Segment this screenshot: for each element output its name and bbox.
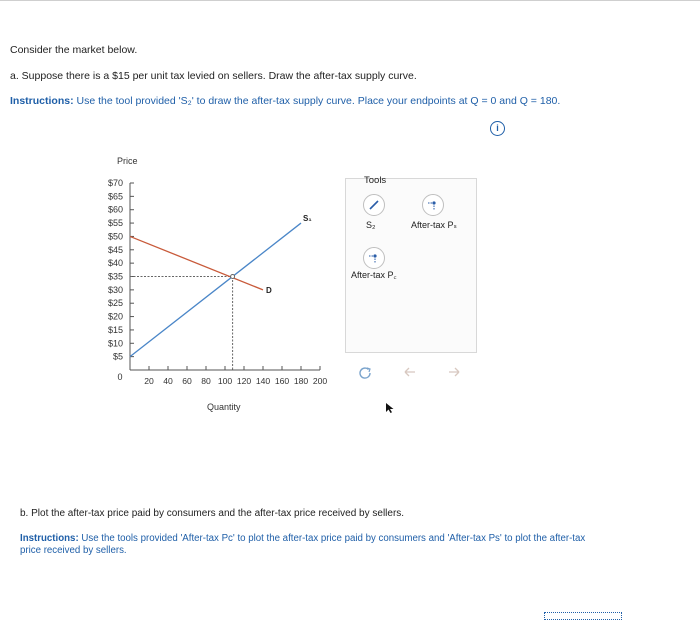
- x-tick-marks: [149, 366, 320, 370]
- x-tick-label: 140: [255, 376, 271, 386]
- redo-icon[interactable]: [446, 365, 462, 379]
- y-tick-label: $30: [107, 284, 123, 295]
- instructions-b-line1: Use the tools provided 'After-tax Pc' to plot the after-tax price paid by consumers and 'After-tax Ps' to plot the after-tax: [78, 533, 586, 544]
- y-tick-label: $55: [107, 218, 123, 229]
- equilibrium-point: [231, 275, 235, 279]
- x-tick-labels: [144, 376, 327, 386]
- y-tick-label: $70: [107, 178, 123, 188]
- instructions-a-label: Instructions:: [10, 95, 74, 107]
- reset-icon[interactable]: [357, 365, 373, 381]
- info-icon[interactable]: i: [490, 121, 505, 136]
- y-tick-label: $50: [107, 231, 123, 242]
- mouse-cursor-icon: [385, 402, 395, 414]
- after-tax-ps-tool-label: After-tax Pₛ: [411, 220, 457, 230]
- y-tick-marks: [130, 183, 134, 357]
- y-tick-label: $15: [107, 324, 123, 335]
- s2-tool-label: S₂: [366, 220, 376, 230]
- point-marker-icon: [364, 248, 384, 268]
- instructions-b-label: Instructions:: [20, 533, 79, 544]
- tools-title: Tools: [364, 175, 387, 186]
- question-part-b: b. Plot the after-tax price paid by consumers and the after-tax price received by sellers.: [20, 508, 405, 519]
- after-tax-pc-tool-label: After-tax P꜀: [351, 270, 397, 280]
- supply-curve-s1: [130, 223, 301, 357]
- x-tick-label: 100: [217, 376, 233, 386]
- demand-curve: [130, 236, 263, 289]
- y-tick-label: $5: [112, 351, 123, 362]
- origin-label: 0: [117, 372, 123, 382]
- answer-input-box[interactable]: [544, 612, 622, 620]
- question-part-a: a. Suppose there is a $15 per unit tax levied on sellers. Draw the after-tax supply curve.: [10, 70, 417, 82]
- x-tick-label: 20: [144, 376, 154, 386]
- x-tick-label: 80: [201, 376, 211, 386]
- point-marker-icon: [423, 195, 443, 215]
- x-axis-label: Quantity: [207, 402, 241, 412]
- y-tick-label: $25: [107, 298, 123, 309]
- y-tick-label: $20: [107, 311, 123, 322]
- x-tick-label: 120: [236, 376, 252, 386]
- instructions-b-line2: price received by sellers.: [20, 545, 127, 556]
- after-tax-pc-tool-button[interactable]: [363, 247, 385, 269]
- y-tick-label: $45: [107, 244, 123, 255]
- x-tick-label: 60: [182, 376, 192, 386]
- question-intro: Consider the market below.: [10, 44, 138, 56]
- line-draw-icon: [364, 195, 384, 215]
- y-tick-labels: [108, 178, 123, 362]
- undo-icon[interactable]: [402, 365, 418, 379]
- supply-demand-chart[interactable]: [95, 150, 345, 420]
- instructions-b: [20, 533, 585, 544]
- y-tick-label: $35: [107, 271, 123, 282]
- x-tick-label: 180: [293, 376, 309, 386]
- supply-curve-label: S₁: [303, 214, 312, 224]
- demand-curve-label: D: [266, 285, 272, 295]
- y-tick-label: $40: [107, 258, 123, 269]
- instructions-a: [10, 95, 560, 107]
- y-axis-label: Price: [117, 156, 138, 166]
- y-tick-label: $65: [107, 191, 123, 202]
- x-tick-label: 160: [274, 376, 290, 386]
- after-tax-ps-tool-button[interactable]: [422, 194, 444, 216]
- s2-tool-button[interactable]: [363, 194, 385, 216]
- x-tick-label: 40: [163, 376, 173, 386]
- instructions-a-text: Use the tool provided 'S₂' to draw the after-tax supply curve. Place your endpoints at Q = 0 and Q = 180.: [73, 95, 561, 107]
- y-tick-label: $60: [107, 204, 123, 215]
- x-tick-label: 200: [312, 376, 328, 386]
- y-tick-label: $10: [107, 338, 123, 349]
- top-divider: [0, 0, 700, 1]
